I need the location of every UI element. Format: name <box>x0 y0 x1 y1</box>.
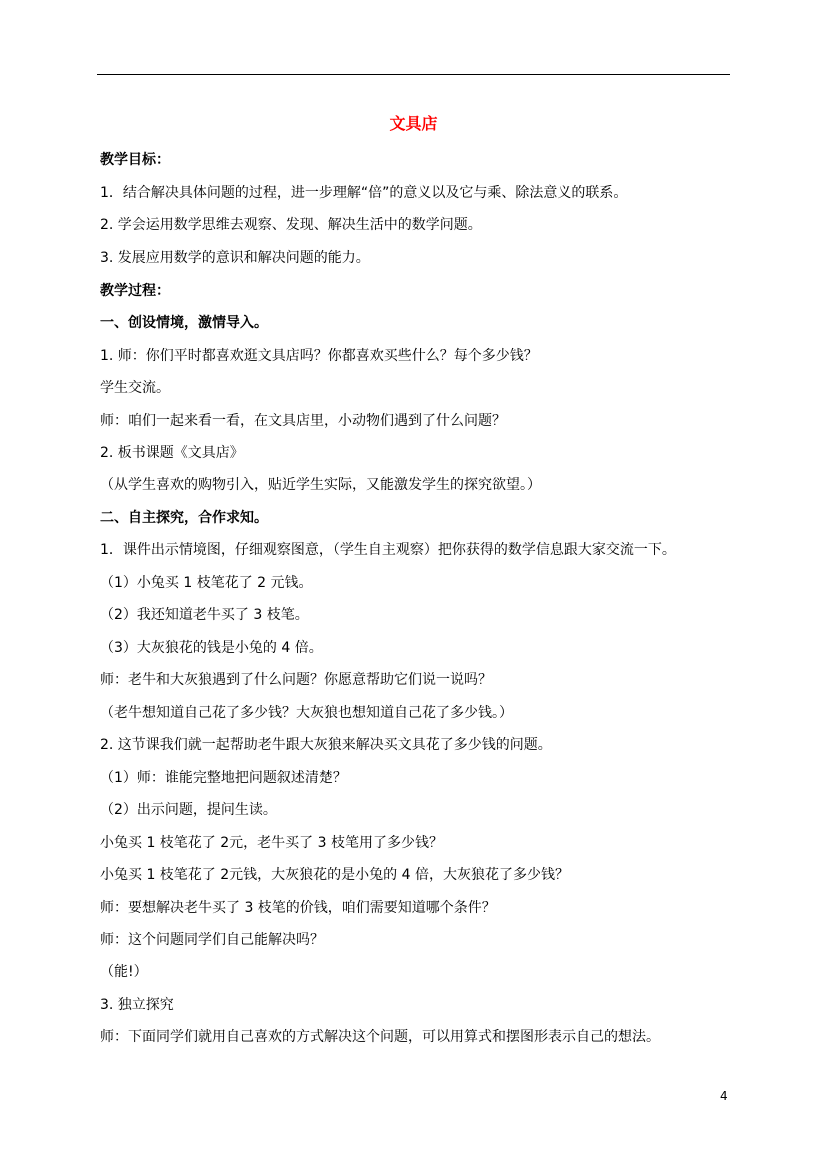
paragraph-line: 小兔买 1 枝笔花了 2元钱，大灰狼花的是小兔的 4 倍，大灰狼花了多少钱？ <box>100 867 569 883</box>
paragraph-line: 师：这个问题同学们自己能解决吗？ <box>100 932 324 948</box>
paragraph-line: （1）师：谁能完整地把问题叙述清楚？ <box>100 770 347 786</box>
paragraph-line: 1．课件出示情境图，仔细观察图意，（学生自主观察）把你获得的数学信息跟大家交流一下。 <box>100 542 676 558</box>
paragraph-line: （老牛想知道自己花了多少钱？大灰狼也想知道自己花了多少钱。） <box>100 705 513 721</box>
paragraph-line: （2）我还知道老牛买了 3 枝笔。 <box>100 607 309 623</box>
paragraph-line: 师：咱们一起来看一看，在文具店里，小动物们遇到了什么问题？ <box>100 413 506 429</box>
paragraph-line: 学生交流。 <box>100 380 170 396</box>
paragraph-line: （能!） <box>100 964 148 980</box>
paragraph-line: 1．结合解决具体问题的过程，进一步理解“倍”的意义以及它与乘、除法意义的联系。 <box>100 185 628 201</box>
paragraph-line: （从学生喜欢的购物引入，贴近学生实际，又能激发学生的探究欲望。） <box>100 477 541 493</box>
paragraph-line: 1. 师：你们平时都喜欢逛文具店吗？你都喜欢买些什么？每个多少钱？ <box>100 348 538 364</box>
paragraph-line: 师：老牛和大灰狼遇到了什么问题？你愿意帮助它们说一说吗？ <box>100 672 492 688</box>
header-rule <box>97 74 730 75</box>
paragraph-line: 3. 发展应用数学的意识和解决问题的能力。 <box>100 250 370 266</box>
paragraph-line: 2. 学会运用数学思维去观察、发现、解决生活中的数学问题。 <box>100 217 482 233</box>
paragraph-line: 3. 独立探究 <box>100 997 174 1013</box>
paragraph-line: 小兔买 1 枝笔花了 2元，老牛买了 3 枝笔用了多少钱？ <box>100 835 443 851</box>
paragraph-line: （3）大灰狼花的钱是小兔的 4 倍。 <box>100 640 323 656</box>
paragraph-line: （1）小兔买 1 枝笔花了 2 元钱。 <box>100 575 313 591</box>
page-number: 4 <box>720 1089 728 1103</box>
paragraph-line: 2. 板书课题《文具店》 <box>100 445 244 461</box>
paragraph-line: 师：下面同学们就用自己喜欢的方式解决这个问题，可以用算式和摆图形表示自己的想法。 <box>100 1029 660 1045</box>
document-title: 文具店 <box>389 114 438 133</box>
section-heading: 一、创设情境，激情导入。 <box>100 315 268 331</box>
section-heading: 教学目标： <box>100 152 170 168</box>
paragraph-line: 师：要想解决老牛买了 3 枝笔的价钱，咱们需要知道哪个条件？ <box>100 900 496 916</box>
paragraph-line: （2）出示问题，提问生读。 <box>100 802 277 818</box>
section-heading: 教学过程： <box>100 283 170 299</box>
section-heading: 二、自主探究，合作求知。 <box>100 510 268 526</box>
paragraph-line: 2. 这节课我们就一起帮助老牛跟大灰狼来解决买文具花了多少钱的问题。 <box>100 737 552 753</box>
